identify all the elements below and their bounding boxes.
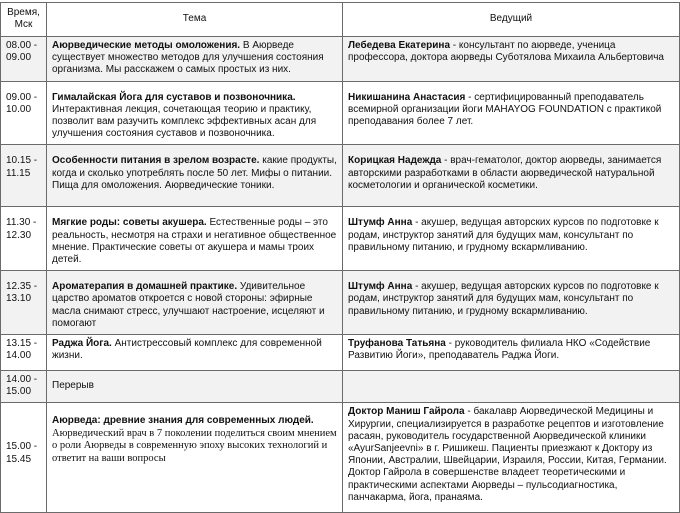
break-cell: Перерыв	[47, 371, 343, 403]
topic-title: Гималайская Йога для суставов и позвоночника.	[52, 91, 296, 103]
host-cell	[343, 271, 680, 335]
host-cell	[343, 37, 680, 82]
topic-cell	[47, 207, 343, 271]
topic-text: Антистрессовый комплекс для современной жизни.	[52, 338, 322, 362]
host-text: - акушер, ведущая авторских курсов по подготовке к родам, инструктор занятий для будущих мам, консультант по правильному питанию, и грудному вскармливанию.	[348, 281, 659, 317]
time-cell: 10.15 - 11.15	[1, 145, 47, 207]
header-time: Время, Мск	[1, 3, 47, 37]
topic-cell	[47, 145, 343, 207]
topic-title: Аюрведа: древние знания для современных людей.	[52, 415, 314, 427]
host-cell	[343, 145, 680, 207]
host-name: Труфанова Татьяна	[348, 338, 446, 350]
host-name: Никишанина Анастасия	[348, 91, 466, 103]
host-cell	[343, 403, 680, 513]
host-name: Лебедева Екатерина	[348, 40, 451, 51]
schedule-table	[0, 2, 680, 513]
header-topic: Тема	[47, 3, 343, 37]
time-cell: 08.00 - 09.00	[1, 37, 47, 82]
topic-cell	[47, 403, 343, 513]
table-row	[1, 335, 680, 371]
topic-text: какие продукты, когда и сколько употреблять после 50 лет. Мифы о питании. Пища для омоложения. Аюрведические тоники.	[52, 155, 337, 191]
table-row	[1, 207, 680, 271]
topic-title: Раджа Йога.	[52, 338, 112, 350]
table-row	[1, 37, 680, 82]
time-cell: 11.30 - 12.30	[1, 207, 47, 271]
host-text: - бакалавр Аюрведической Медицины и Хирургии, специализируется в разработке рецептов и изготовление расаян, руководитель государственной Аюрведической клиники «AyurSanjeevni» в г. Ришикеш. Пациенты приезжают к Доктору из Японии, Австралии, Швейцарии, Израиля, России, Китая, Германии. Доктор Гайрола в совершенстве владеет теоретическими и практическими аспектами Аюрведы – пульсодиагностика, панчакарма, йога, пранаяма.	[348, 406, 667, 503]
topic-text: Естественные роды – это реальность, несмотря на страхи и негативное общественное мнение. Практические советы от акушера и мамы троих детей.	[52, 217, 337, 266]
topic-cell	[47, 81, 343, 145]
topic-title: Аюрведические методы омоложения.	[52, 40, 241, 51]
host-name: Штумф Анна	[348, 281, 413, 293]
topic-text: Интерактивная лекция, сочетающая теорию и практику, позволит вам разучить комплекс эффективных асан для улучшения состояния суставов и позвоночника.	[52, 103, 317, 140]
host-cell	[343, 207, 680, 271]
topic-text: В Аюрведе существует множество методов для улучшения состояния организма. Мы расскажем о самых простых из них.	[52, 40, 324, 76]
table-row	[1, 271, 680, 335]
topic-title: Мягкие роды: советы акушера.	[52, 217, 207, 229]
host-name: Штумф Анна	[348, 217, 413, 229]
topic-title: Особенности питания в зрелом возрасте.	[52, 155, 260, 167]
break-row	[1, 371, 680, 403]
table-row	[1, 81, 680, 145]
header-row	[1, 3, 680, 37]
table-row	[1, 145, 680, 207]
topic-cell	[47, 271, 343, 335]
host-name: Доктор Маниш Гайрола	[348, 406, 465, 418]
topic-text: Удивительное царство ароматов откроется с новой стороны: эфирные масла снимают стресс, улучшают настроение, исцеляют и помогают	[52, 281, 325, 329]
table-row	[1, 403, 680, 513]
topic-cell	[47, 37, 343, 82]
host-text: - консультант по аюрведе, ученица профессора, доктора аюрведы Суботялова Михаила Альбертовича	[348, 40, 664, 64]
host-text: - врач-гематолог, доктор аюрведы, занимается авторскими разработками в области аюрведической натуральной косметологии и органической косметики.	[348, 155, 662, 191]
time-cell: 14.00 - 15.00	[1, 371, 47, 403]
host-text: - акушер, ведущая авторских курсов по подготовке к родам, инструктор занятий для будущих мам, консультант по правильному питанию, и грудному вскармливанию.	[348, 217, 659, 253]
time-cell: 12.35 - 13.10	[1, 271, 47, 335]
topic-title: Ароматерапия в домашней практике.	[52, 281, 238, 293]
host-cell	[343, 81, 680, 145]
topic-cell	[47, 335, 343, 371]
empty-cell	[343, 371, 680, 403]
time-cell: 09.00 - 10.00	[1, 81, 47, 145]
topic-text: Аюрведический врач в 7 поколении поделиться своим мнением о роли Аюрведы в современную эпоху высоких технологий и ответит на ваши вопросы	[52, 427, 337, 464]
host-name: Корицкая Надежда	[348, 155, 442, 167]
host-text: - руководитель филиала НКО «Содействие Развитию Йоги», преподаватель Раджа Йоги.	[348, 338, 651, 362]
host-cell	[343, 335, 680, 371]
header-host: Ведущий	[343, 3, 680, 37]
time-cell: 13.15 - 14.00	[1, 335, 47, 371]
time-cell: 15.00 - 15.45	[1, 403, 47, 513]
host-text: - сертифицированный преподаватель всемирной организации йоги MAHAYOG FOUNDATION с практикой преподавания более 7 лет.	[348, 91, 662, 128]
